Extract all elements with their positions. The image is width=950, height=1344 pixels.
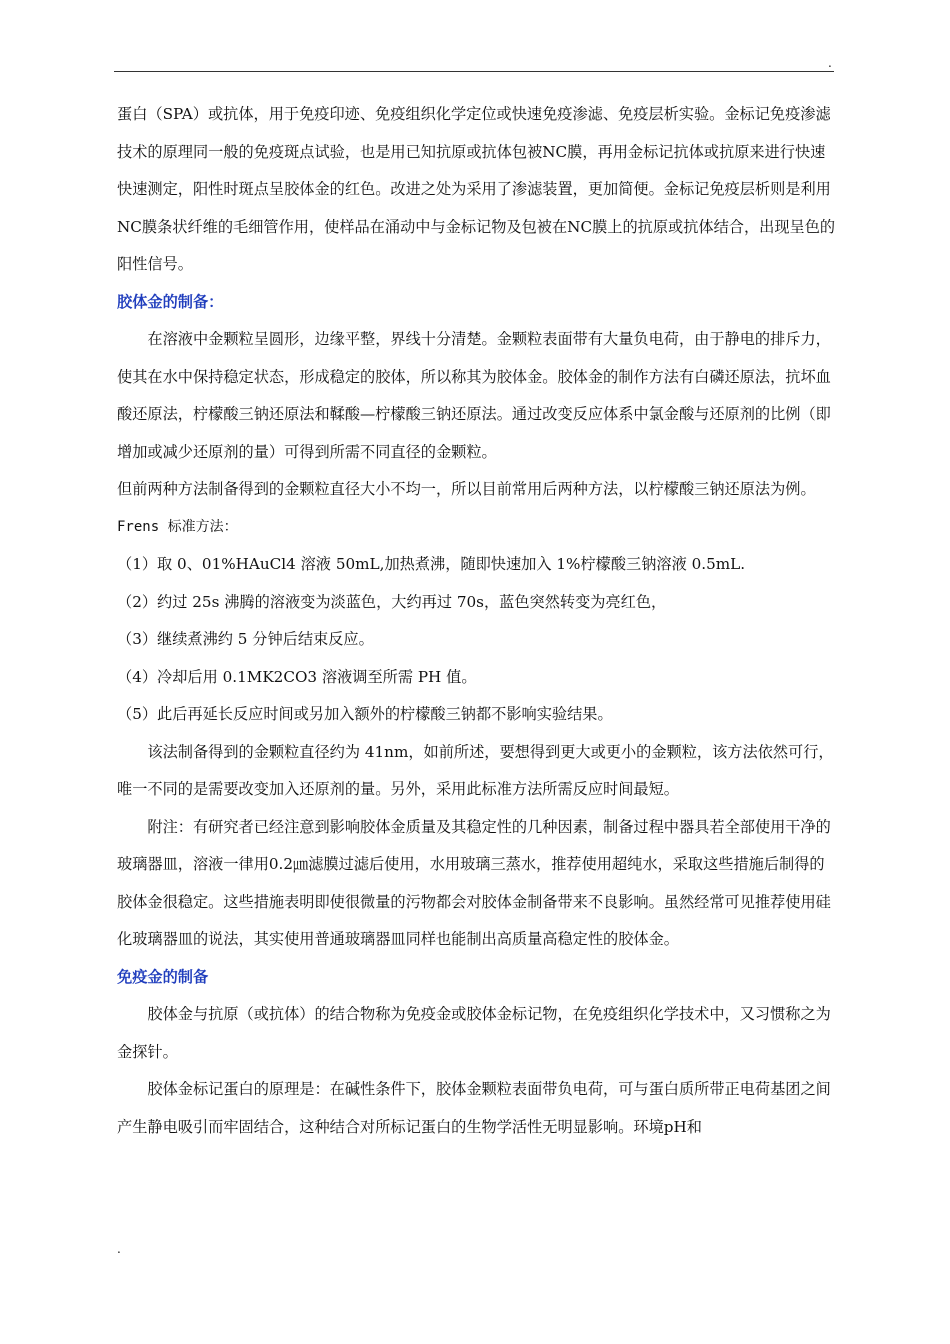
paragraph-particle-size: 该法制备得到的金颗粒直径约为 41nm，如前所述，要想得到更大或更小的金颗粒，该方法依然可行，唯一不同的是需要改变加入还原剂的量。另外，采用此标准方法所需反应时间最短。 (117, 742, 834, 798)
section-heading-colloidal-gold: 胶体金的制备： (117, 292, 224, 311)
step-5: （5）此后再延长反应时间或另加入额外的柠檬酸三钠都不影响实验结果。 (117, 705, 613, 723)
paragraph-immunogold-definition: 胶体金与抗原（或抗体）的结合物称为免疫金或胶体金标记物，在免疫组织化学技术中，又习惯称之为金探针。 (117, 1005, 831, 1061)
step-3: （3）继续煮沸约 5 分钟后结束反应。 (117, 630, 374, 648)
step-4: （4）冷却后用 0.1MK2CO3 溶液调至所需 PH 值。 (117, 667, 477, 686)
document-body (117, 96, 837, 1146)
paragraph-continuation: 蛋白（SPA）或抗体，用于免疫印迹、免疫组织化学定位或快速免疫渗滤、免疫层析实验。金标记免疫渗滤技术的原理同一般的免疫斑点试验，也是用已知抗原或抗体包被NC膜，再用金标记抗体或抗原来进行快速快速测定，阳性时斑点呈胶体金的红色。改进之处为采用了渗滤装置，更加简便。金标记免疫层析则是利用NC膜条状纤维的毛细管作用，使样品在涌动中与金标记物及包被在NC膜上的抗原或抗体结合，出现呈色的阳性信号。 (117, 105, 836, 273)
header-rule (114, 71, 834, 72)
step-1: （1）取 0、01%HAuCl4 溶液 50mL,加热煮沸，随即快速加入 1%柠檬酸三钠溶液 0.5mL. (117, 555, 746, 573)
frens-method-label: Frens 标准方法： (117, 518, 238, 535)
paragraph-method-choice: 但前两种方法制备得到的金颗粒直径大小不均一，所以目前常用后两种方法，以柠檬酸三钠还原法为例。 (117, 480, 816, 498)
paragraph-colloidal-gold-intro: 在溶液中金颗粒呈圆形，边缘平整，界线十分清楚。金颗粒表面带有大量负电荷，由于静电的排斥力，使其在水中保持稳定状态，形成稳定的胶体，所以称其为胶体金。胶体金的制作方法有白磷还原法，抗坏血酸还原法，柠檬酸三钠还原法和鞣酸—柠檬酸三钠还原法。通过改变反应体系中氯金酸与还原剂的比例（即增加或减少还原剂的量）可得到所需不同直径的金颗粒。 (117, 330, 831, 461)
section-heading-immunogold: 免疫金的制备 (117, 967, 209, 986)
paragraph-note: 附注：有研究者已经注意到影响胶体金质量及其稳定性的几种因素，制备过程中器具若全部使用干净的玻璃器皿，溶液一律用0.2㎛滤膜过滤后使用，水用玻璃三蒸水，推荐使用超纯水，采取这些措施后制得的胶体金很稳定。这些措施表明即使很微量的污物都会对胶体金制备带来不良影响。虽然经常可见推荐使用硅化玻璃器皿的说法，其实使用普通玻璃器皿同样也能制出高质量高稳定性的胶体金。 (117, 817, 831, 948)
paragraph-labeling-principle: 胶体金标记蛋白的原理是：在碱性条件下，胶体金颗粒表面带负电荷，可与蛋白质所带正电荷基团之间产生静电吸引而牢固结合，这种结合对所标记蛋白的生物学活性无明显影响。环境pH和 (117, 1080, 831, 1136)
step-2: （2）约过 25s 沸腾的溶液变为淡蓝色，大约再过 70s，蓝色突然转变为亮红色， (117, 592, 667, 611)
header-mark: . (828, 56, 832, 70)
footer-mark: . (117, 1242, 121, 1256)
